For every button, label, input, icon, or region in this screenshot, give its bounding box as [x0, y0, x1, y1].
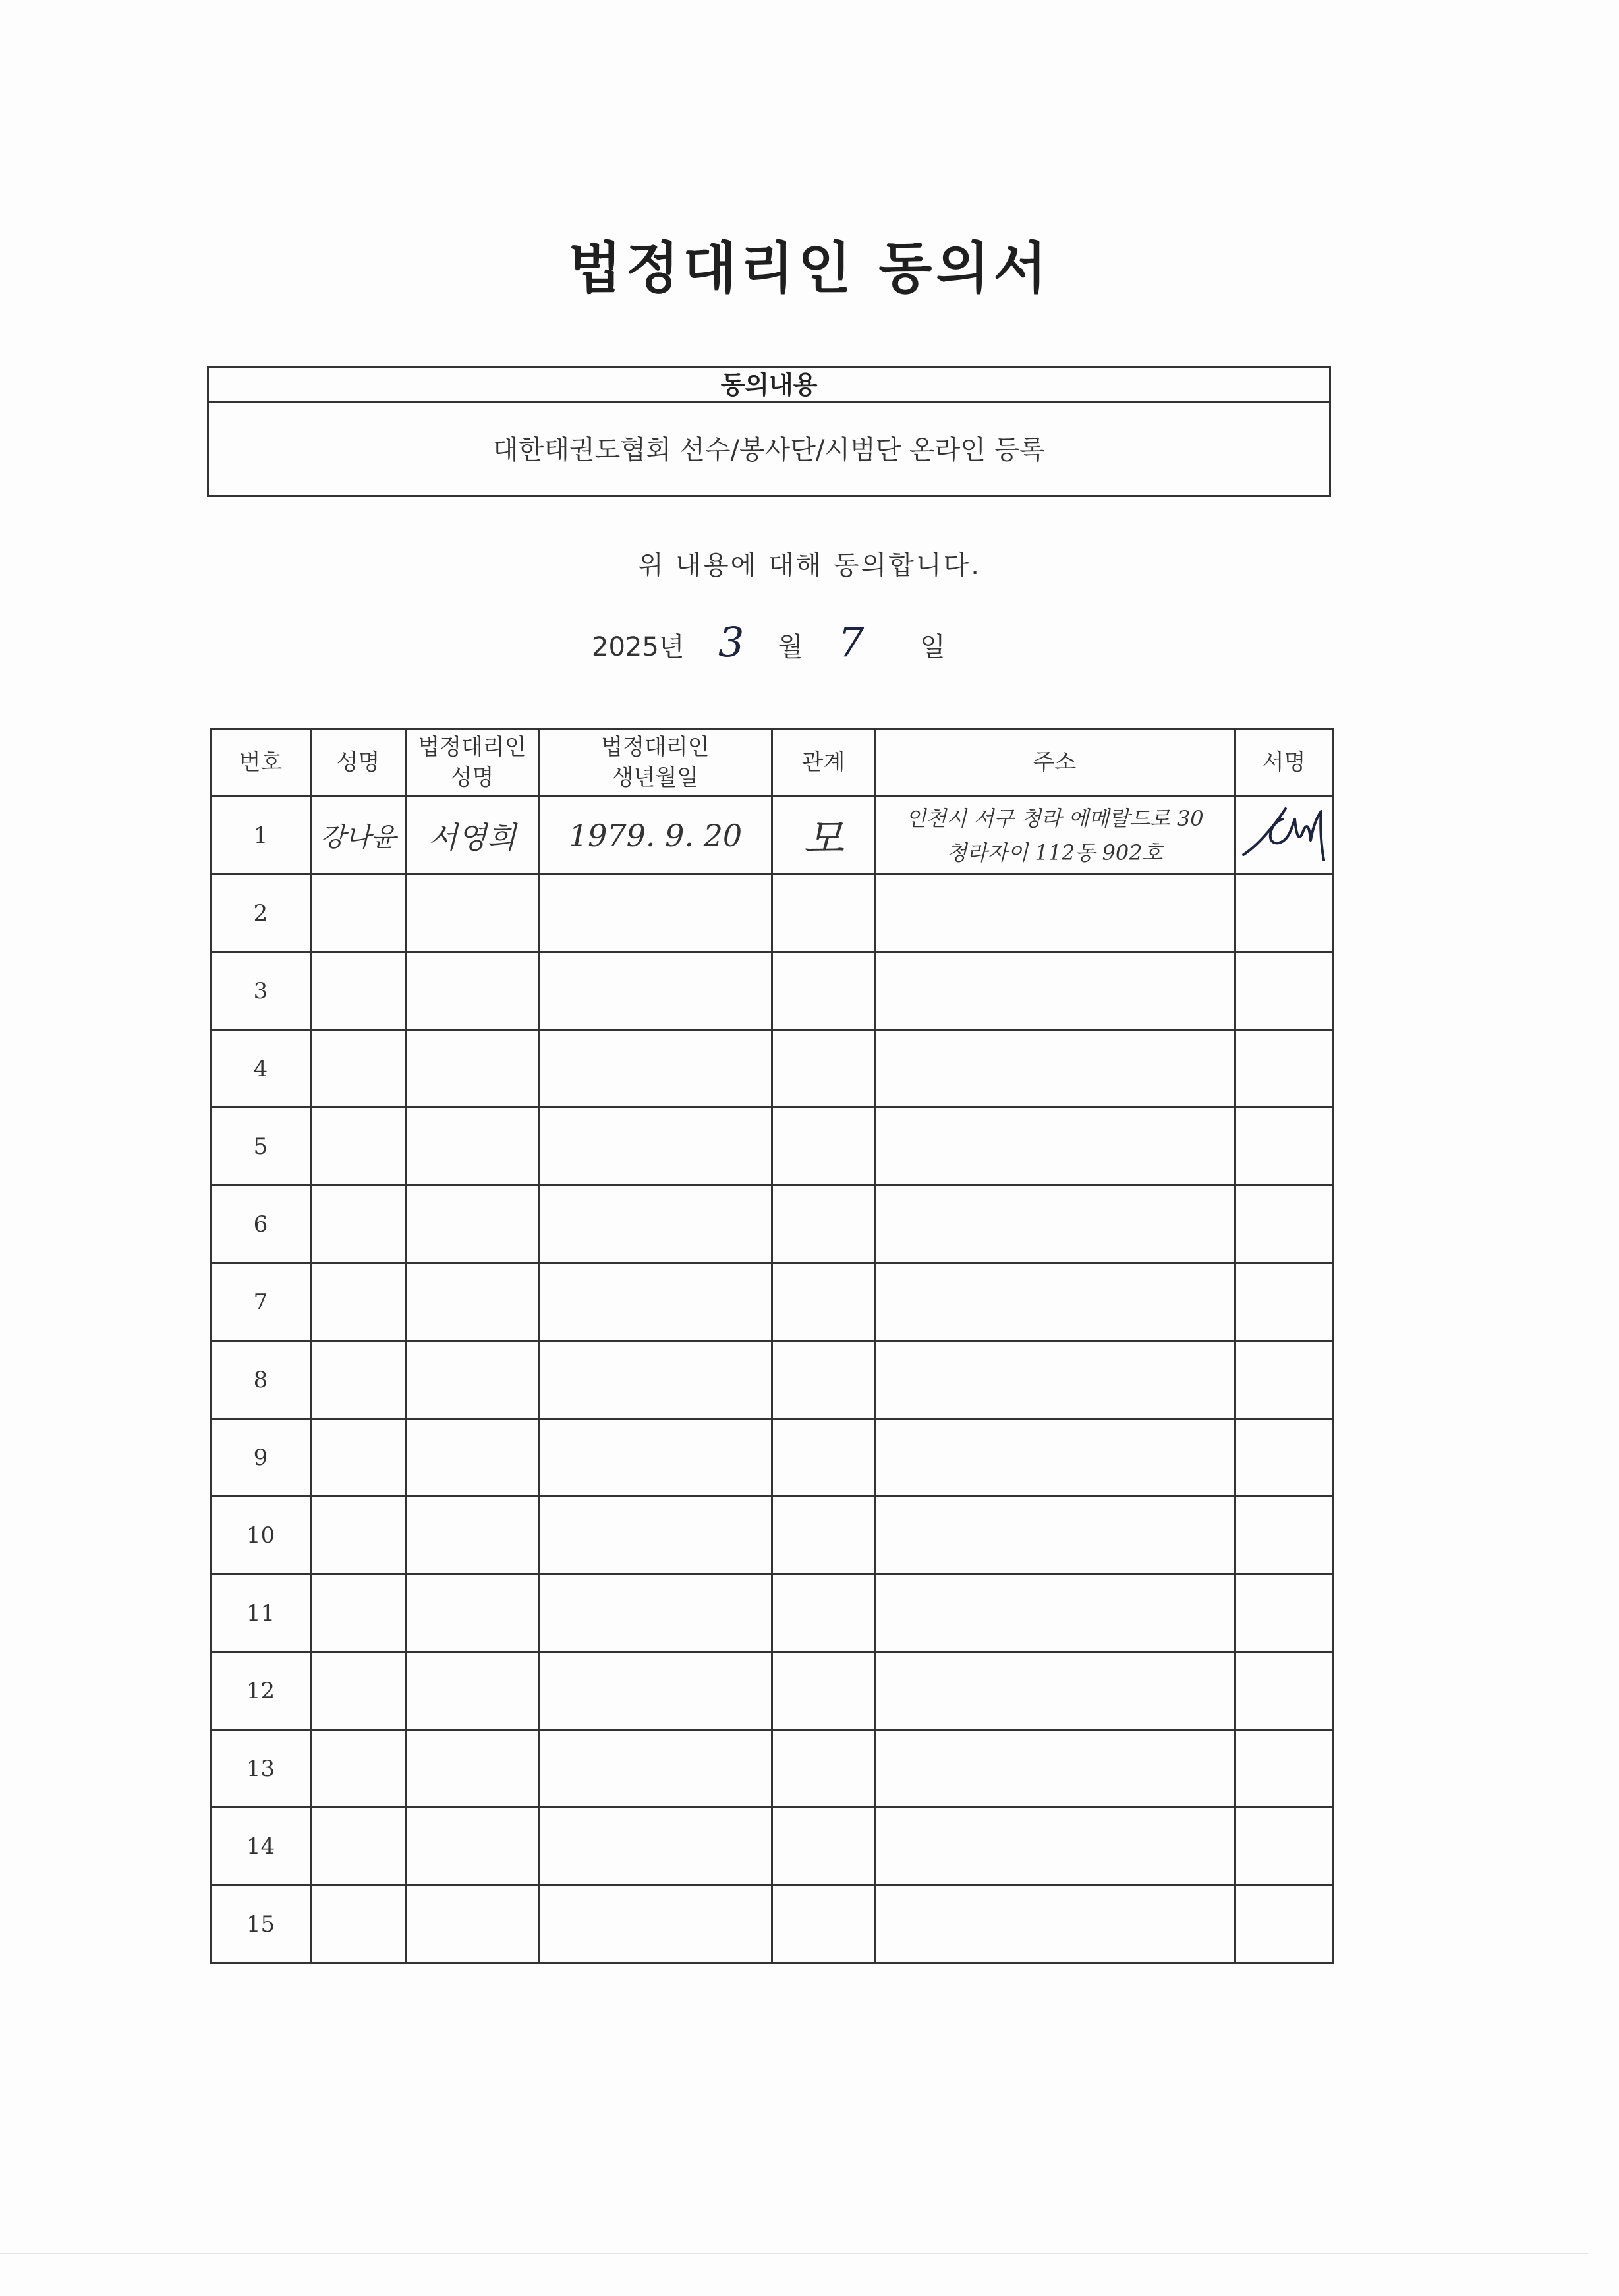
cell-name[interactable] [311, 1574, 406, 1652]
cell-guardian-name[interactable] [406, 1808, 539, 1885]
cell-name[interactable] [311, 1108, 406, 1186]
table-row [211, 1341, 1334, 1419]
cell-signature[interactable] [1235, 1497, 1334, 1574]
cell-guardian-name[interactable] [406, 1341, 539, 1419]
cell-relation[interactable] [772, 1885, 875, 1963]
cell-address[interactable] [875, 1652, 1235, 1730]
cell-guardian-name[interactable] [406, 952, 539, 1030]
row-number: 14 [211, 1808, 311, 1885]
row-number: 15 [211, 1885, 311, 1963]
address-line-2: 청라자이 112동 902호 [946, 840, 1163, 865]
cell-guardian-birth[interactable] [539, 1808, 772, 1885]
header-guardian-birth: 법정대리인 생년월일 [539, 729, 772, 797]
cell-address[interactable] [875, 1497, 1235, 1574]
table-row [211, 1263, 1334, 1341]
cell-relation[interactable] [772, 1497, 875, 1574]
cell-name[interactable] [311, 1885, 406, 1963]
cell-guardian-birth[interactable] [539, 1263, 772, 1341]
cell-relation[interactable] [772, 1108, 875, 1186]
table-row [211, 1030, 1334, 1108]
cell-relation[interactable] [772, 1263, 875, 1341]
signature-mark [1238, 799, 1330, 865]
cell-address[interactable] [875, 1108, 1235, 1186]
cell-guardian-birth[interactable] [539, 1108, 772, 1186]
date-month-label: 월 [778, 632, 803, 662]
cell-address[interactable] [875, 797, 1235, 875]
row-number: 1 [211, 797, 311, 875]
cell-address[interactable] [875, 1341, 1235, 1419]
cell-signature[interactable] [1235, 1885, 1334, 1963]
cell-guardian-name[interactable] [406, 1497, 539, 1574]
cell-signature[interactable] [1235, 797, 1334, 875]
consent-header: 동의내용 [209, 368, 1329, 403]
cell-guardian-birth[interactable] [539, 1030, 772, 1108]
cell-relation[interactable] [772, 1341, 875, 1419]
consent-box [207, 366, 1331, 497]
cell-guardian-birth[interactable] [539, 1497, 772, 1574]
table-row [211, 1574, 1334, 1652]
cell-relation[interactable] [772, 1186, 875, 1263]
cell-guardian-name[interactable] [406, 1885, 539, 1963]
cell-signature[interactable] [1235, 1808, 1334, 1885]
cell-guardian-birth[interactable] [539, 875, 772, 952]
cell-guardian-birth[interactable] [539, 1652, 772, 1730]
cell-address[interactable] [875, 875, 1235, 952]
cell-address[interactable] [875, 1186, 1235, 1263]
header-number: 번호 [211, 729, 311, 797]
date-day-label: 일 [920, 632, 946, 662]
consent-content: 대한태권도협회 선수/봉사단/시범단 온라인 등록 [493, 435, 1045, 465]
table-row [211, 1808, 1334, 1885]
cell-relation[interactable] [772, 952, 875, 1030]
table-row [211, 1885, 1334, 1963]
cell-relation[interactable] [772, 1419, 875, 1497]
cell-name[interactable] [311, 875, 406, 952]
cell-address[interactable] [875, 1419, 1235, 1497]
cell-signature[interactable] [1235, 875, 1334, 952]
cell-guardian-birth[interactable] [539, 1341, 772, 1419]
header-relation: 관계 [772, 729, 875, 797]
cell-name[interactable] [311, 1030, 406, 1108]
header-name: 성명 [311, 729, 406, 797]
date-day-value[interactable]: 7 [838, 618, 865, 666]
cell-signature[interactable] [1235, 1186, 1334, 1263]
row-number: 6 [211, 1186, 311, 1263]
cell-guardian-name[interactable] [406, 1419, 539, 1497]
row-number: 3 [211, 952, 311, 1030]
address-line-1: 인천시 서구 청라 에메랄드로 30 [905, 805, 1204, 831]
cell-name[interactable] [311, 1730, 406, 1808]
cell-signature[interactable] [1235, 1341, 1334, 1419]
row-number: 7 [211, 1263, 311, 1341]
table-row [211, 1730, 1334, 1808]
date-month-value[interactable]: 3 [718, 618, 745, 666]
page-title: 법정대리인 동의서 [568, 236, 1051, 301]
cell-signature[interactable] [1235, 1263, 1334, 1341]
cell-name[interactable] [311, 1808, 406, 1885]
cell-guardian-name[interactable]: 서영희 [406, 797, 539, 875]
table-row [211, 875, 1334, 952]
header-guardian-name: 법정대리인 성명 [406, 729, 539, 797]
cell-relation[interactable] [772, 1730, 875, 1808]
cell-signature[interactable] [1235, 1419, 1334, 1497]
cell-relation[interactable] [772, 875, 875, 952]
cell-name[interactable]: 강나윤 [311, 797, 406, 875]
scan-edge-line [0, 2253, 1588, 2254]
cell-relation[interactable] [772, 1808, 875, 1885]
cell-relation[interactable] [772, 1652, 875, 1730]
table-row [211, 1497, 1334, 1574]
cell-guardian-name[interactable] [406, 1730, 539, 1808]
cell-address[interactable] [875, 1263, 1235, 1341]
row-number: 5 [211, 1108, 311, 1186]
cell-guardian-name[interactable] [406, 1574, 539, 1652]
cell-address[interactable] [875, 1030, 1235, 1108]
header-signature: 서명 [1235, 729, 1334, 797]
cell-relation[interactable] [772, 1030, 875, 1108]
guardian-table [210, 728, 1334, 1964]
cell-guardian-birth[interactable] [539, 1730, 772, 1808]
cell-guardian-name[interactable] [406, 1108, 539, 1186]
cell-signature[interactable] [1235, 1652, 1334, 1730]
cell-guardian-birth[interactable] [539, 1574, 772, 1652]
date-year-label: 2025년 [592, 632, 685, 662]
cell-address[interactable] [875, 1574, 1235, 1652]
cell-address[interactable] [875, 1808, 1235, 1885]
cell-name[interactable] [311, 1497, 406, 1574]
cell-relation[interactable]: 모 [772, 797, 875, 875]
row-number: 12 [211, 1652, 311, 1730]
row-number: 4 [211, 1030, 311, 1108]
header-address: 주소 [875, 729, 1235, 797]
cell-address[interactable] [875, 952, 1235, 1030]
row-number: 2 [211, 875, 311, 952]
cell-guardian-name[interactable] [406, 875, 539, 952]
cell-guardian-birth[interactable] [539, 1885, 772, 1963]
table-row [211, 1186, 1334, 1263]
table-row [211, 1419, 1334, 1497]
row-number: 8 [211, 1341, 311, 1419]
cell-guardian-birth[interactable] [539, 1419, 772, 1497]
cell-guardian-name[interactable] [406, 1652, 539, 1730]
cell-name[interactable] [311, 1419, 406, 1497]
agreement-text: 위 내용에 대해 동의합니다. [638, 550, 981, 581]
cell-guardian-name[interactable] [406, 1186, 539, 1263]
cell-name[interactable] [311, 1263, 406, 1341]
cell-guardian-name[interactable] [406, 1030, 539, 1108]
table-row [211, 1652, 1334, 1730]
cell-relation[interactable] [772, 1574, 875, 1652]
cell-name[interactable] [311, 1652, 406, 1730]
cell-name[interactable] [311, 952, 406, 1030]
row-number: 10 [211, 1497, 311, 1574]
cell-address[interactable] [875, 1885, 1235, 1963]
table-row [211, 952, 1334, 1030]
cell-name[interactable] [311, 1341, 406, 1419]
table-row [211, 797, 1334, 875]
row-number: 11 [211, 1574, 311, 1652]
cell-address[interactable] [875, 1730, 1235, 1808]
cell-name[interactable] [311, 1186, 406, 1263]
cell-guardian-birth[interactable]: 1979. 9. 20 [539, 797, 772, 875]
table-row [211, 1108, 1334, 1186]
row-number: 9 [211, 1419, 311, 1497]
cell-signature[interactable] [1235, 952, 1334, 1030]
cell-signature[interactable] [1235, 1108, 1334, 1186]
cell-guardian-birth[interactable] [539, 952, 772, 1030]
cell-guardian-birth[interactable] [539, 1186, 772, 1263]
row-number: 13 [211, 1730, 311, 1808]
cell-guardian-name[interactable] [406, 1263, 539, 1341]
cell-signature[interactable] [1235, 1730, 1334, 1808]
cell-signature[interactable] [1235, 1030, 1334, 1108]
cell-signature[interactable] [1235, 1574, 1334, 1652]
table-header-row [211, 729, 1334, 797]
